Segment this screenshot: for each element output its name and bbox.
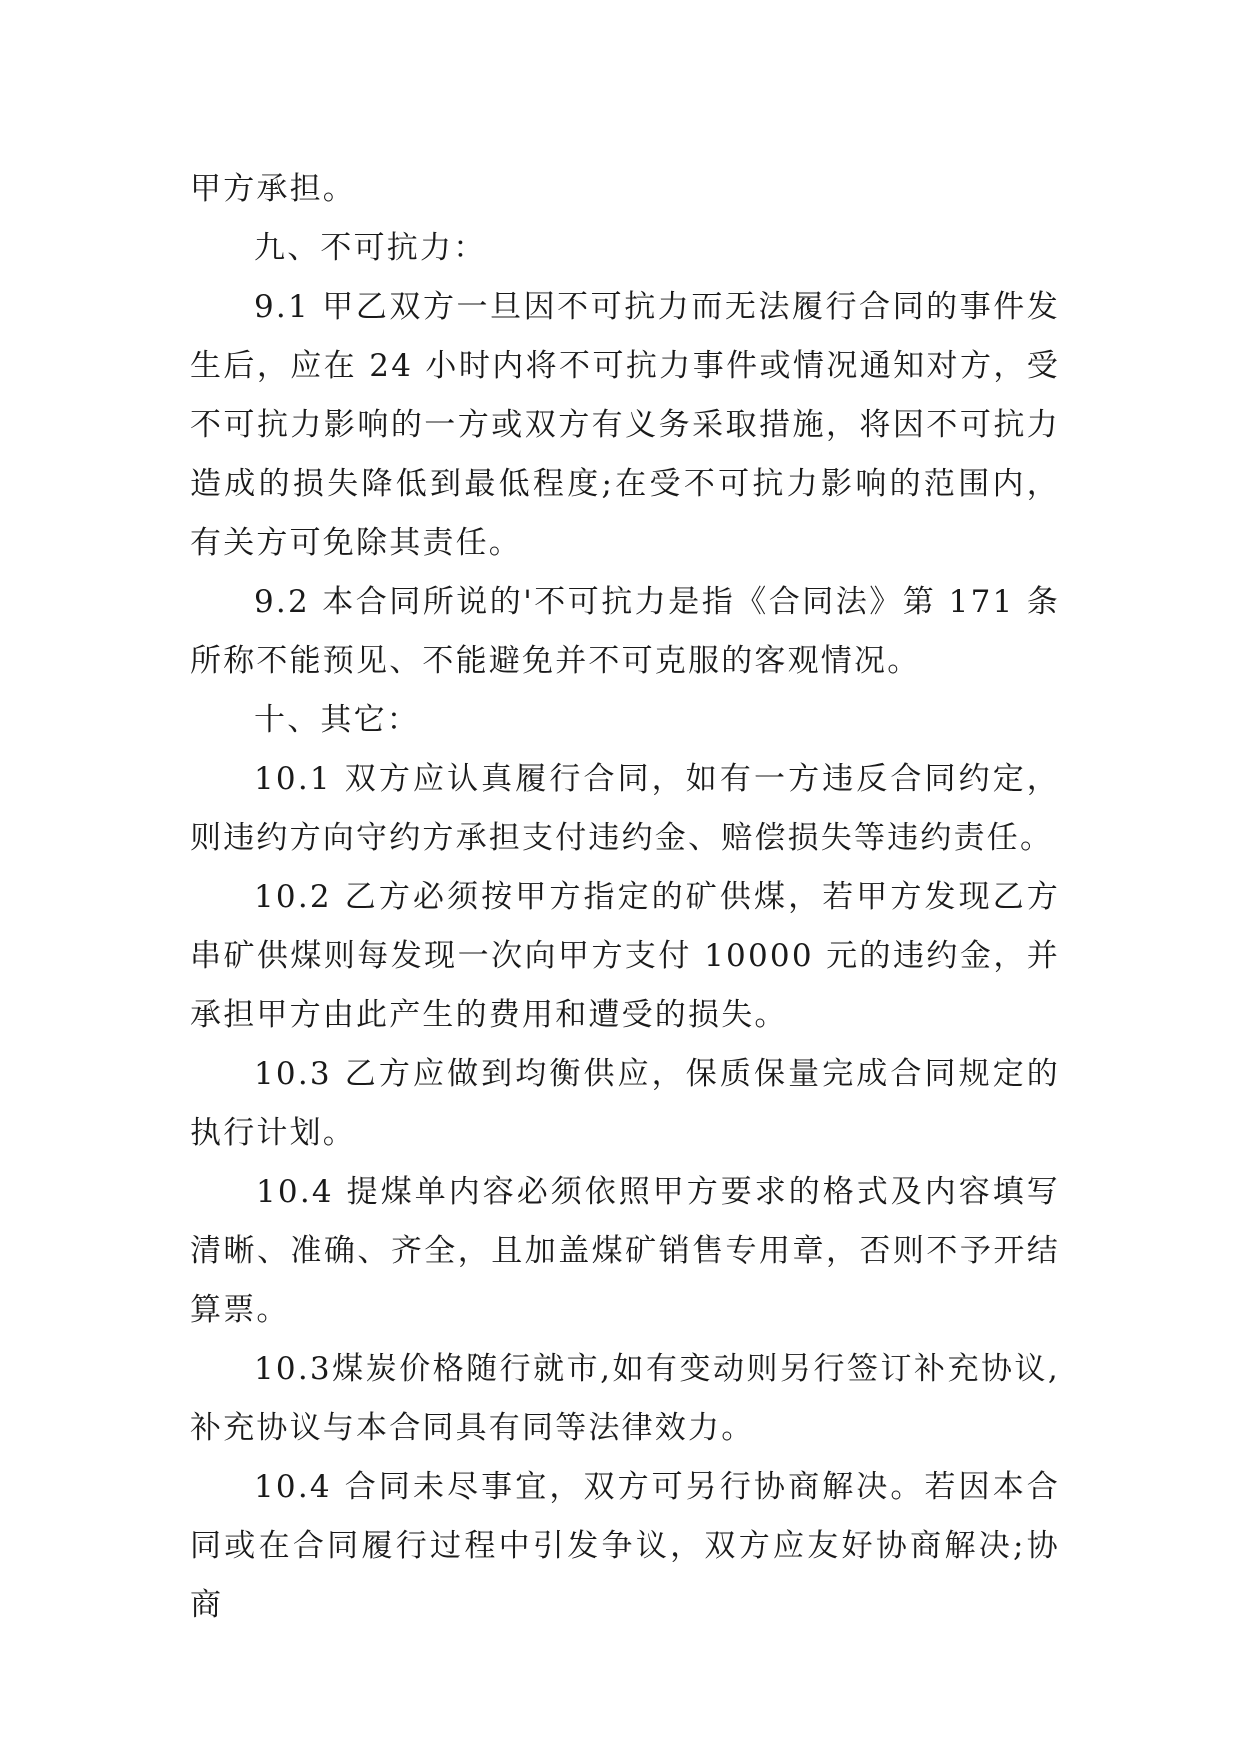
paragraph-continuation: 甲方承担。 (190, 171, 356, 207)
clause-10-4-disputes: 10.4 合同未尽事宜，双方可另行协商解决。若因本合同或在合同履行过程中引发争议，双方应友好协商解决;协商 (190, 1469, 1060, 1623)
clause-10-3-price: 10.3煤炭价格随行就市,如有变动则另行签订补充协议,补充协议与本合同具有同等法律效力。 (190, 1351, 1060, 1446)
document-page (190, 160, 1060, 1635)
clause-10-4: 10.4 提煤单内容必须依照甲方要求的格式及内容填写清晰、准确、齐全，且加盖煤矿销售专用章，否则不予开结算票。 (190, 1174, 1060, 1328)
section-heading-other: 十、其它： (254, 702, 420, 738)
section-heading-force-majeure: 九、不可抗力： (254, 230, 487, 266)
clause-10-2: 10.2 乙方必须按甲方指定的矿供煤，若甲方发现乙方串矿供煤则每发现一次向甲方支付 10000 元的违约金，并承担甲方由此产生的费用和遭受的损失。 (190, 879, 1060, 1033)
clause-9-1: 9.1 甲乙双方一旦因不可抗力而无法履行合同的事件发生后，应在 24 小时内将不可抗力事件或情况通知对方，受不可抗力影响的一方或双方有义务采取措施，将因不可抗力造成的损失降低到最低程度;在受不可抗力影响的范围内，有关方可免除其责任。 (190, 289, 1060, 561)
clause-10-3: 10.3 乙方应做到均衡供应，保质保量完成合同规定的执行计划。 (190, 1056, 1060, 1151)
clause-10-1: 10.1 双方应认真履行合同，如有一方违反合同约定，则违约方向守约方承担支付违约金、赔偿损失等违约责任。 (190, 761, 1060, 856)
clause-9-2: 9.2 本合同所说的'不可抗力是指《合同法》第 171 条所称不能预见、不能避免并不可克服的客观情况。 (190, 584, 1060, 679)
